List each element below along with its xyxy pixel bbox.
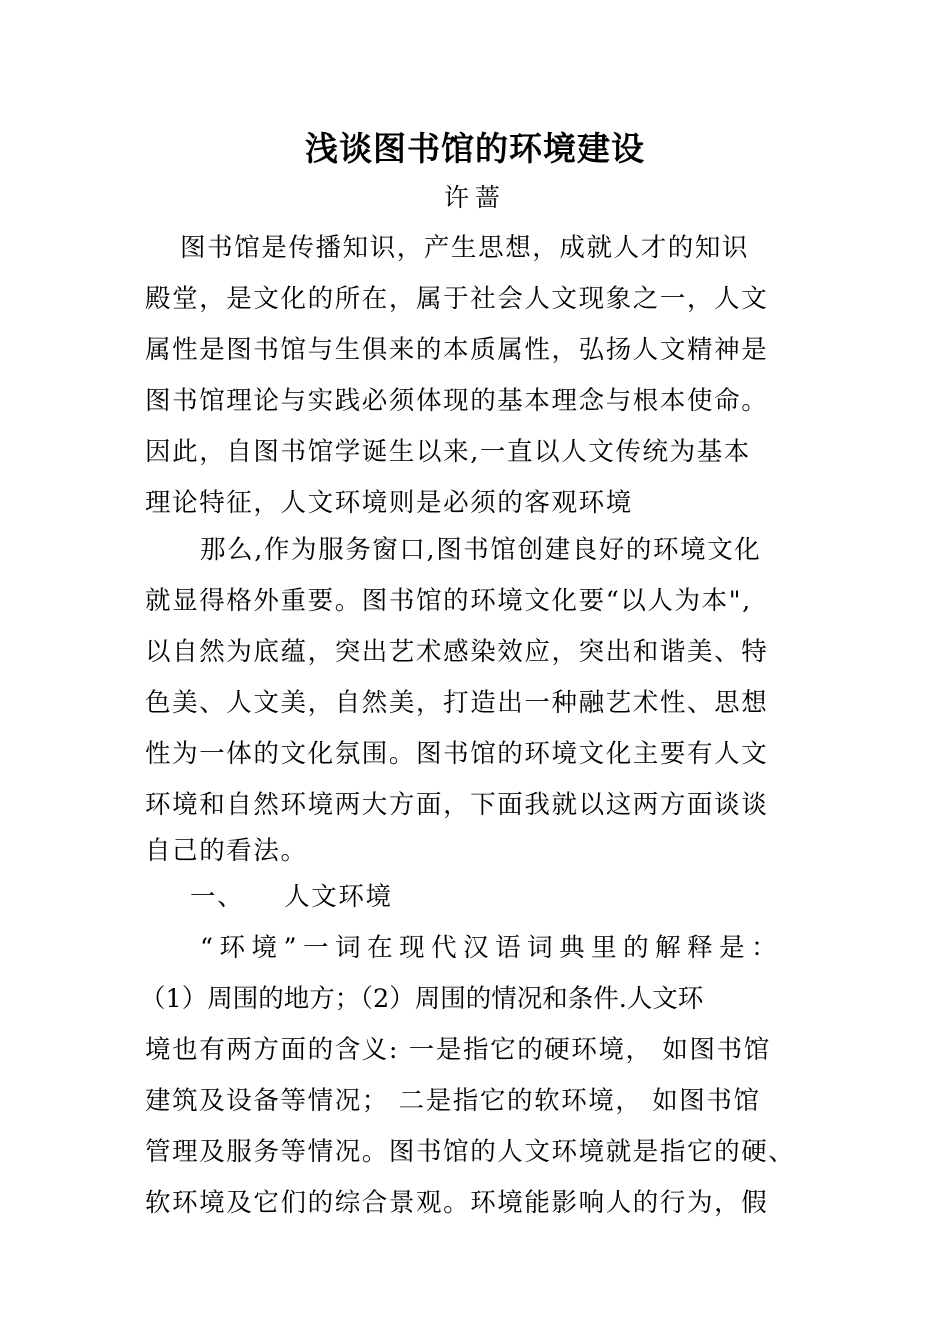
paragraph-line: 因此，自图书馆学诞生以来,一直以人文传统为基本 <box>145 437 751 467</box>
paragraph-line: 自己的看法。 <box>145 836 308 866</box>
paragraph-line: 图书馆理论与实践必须体现的基本理念与根本使命。 <box>145 386 769 416</box>
paragraph-line: “环境”一词在现代汉语词典里的解释是： <box>200 933 784 963</box>
paragraph-line: 软环境及它们的综合景观。环境能影响人的行为，假 <box>145 1188 769 1218</box>
paragraph-line: （1）周围的地方；（2）周围的情况和条件.人文环 <box>140 984 704 1014</box>
paragraph-line: 境也有两方面的含义: 一是指它的硬环境， 如图书馆 <box>145 1035 771 1065</box>
section-number: 一、 <box>190 882 245 912</box>
document-title: 浅谈图书馆的环境建设 <box>305 129 645 168</box>
paragraph-line: 环境和自然环境两大方面，下面我就以这两方面谈谈 <box>145 790 769 820</box>
paragraph-line: 理论特征，人文环境则是必须的客观环境 <box>145 488 633 518</box>
paragraph-line: 管理及服务等情况。图书馆的人文环境就是指它的硬、 <box>145 1137 796 1167</box>
section-heading-text: 人文环境 <box>284 882 393 912</box>
paragraph-line: 色美、人文美，自然美，打造出一种融艺术性、思想 <box>145 688 769 718</box>
document-author: 许蔷 <box>443 183 506 212</box>
paragraph-line: 属性是图书馆与生俱来的本质属性，弘扬人文精神是 <box>145 335 769 365</box>
paragraph-line: 就显得格外重要。图书馆的环境文化要“以人为本", <box>145 586 752 616</box>
paragraph-line: 建筑及设备等情况； 二是指它的软环境， 如图书馆 <box>145 1086 761 1116</box>
paragraph-line: 性为一体的文化氛围。图书馆的环境文化主要有人文 <box>145 739 769 769</box>
paragraph-line: 那么,作为服务窗口,图书馆创建良好的环境文化 <box>200 535 762 565</box>
paragraph-line: 殿堂，是文化的所在，属于社会人文现象之一，人文 <box>145 284 769 314</box>
paragraph-line: 以自然为底蕴，突出艺术感染效应，突出和谐美、特 <box>145 637 769 667</box>
paragraph-line: 图书馆是传播知识，产生思想，成就人才的知识 <box>180 233 750 263</box>
section-heading <box>190 879 870 915</box>
